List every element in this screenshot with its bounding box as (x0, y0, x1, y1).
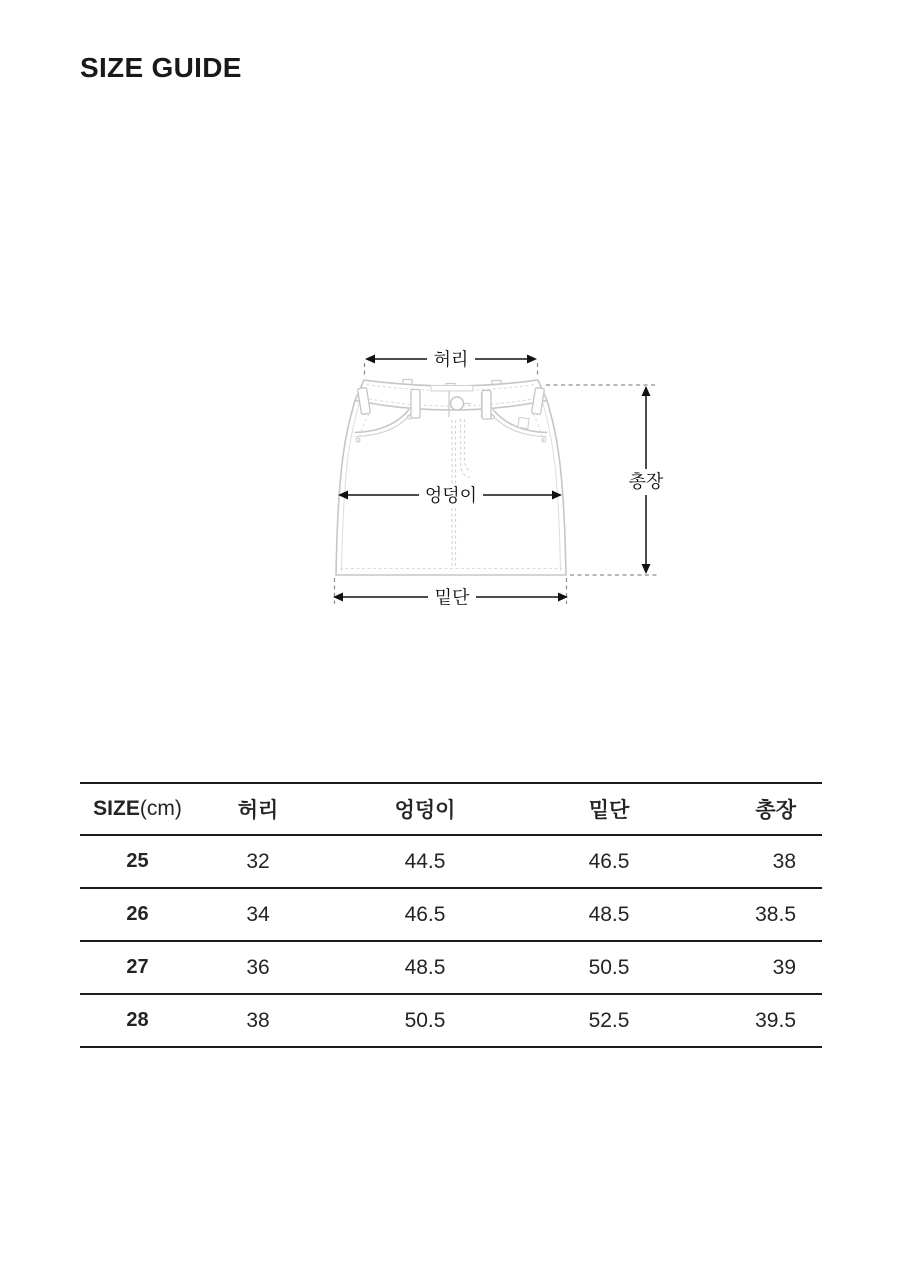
cell-length: 39 (772, 955, 796, 979)
cell-waist: 36 (246, 955, 270, 979)
skirt-diagram-svg (290, 338, 690, 628)
cell-size: 27 (126, 956, 149, 978)
header-length: 총장 (755, 799, 796, 822)
page-title: SIZE GUIDE (80, 52, 242, 83)
size-table-header-row (80, 783, 822, 835)
size-table (80, 782, 822, 1048)
cell-size: 25 (126, 850, 149, 872)
cell-waist: 38 (246, 1008, 270, 1032)
table-row (80, 994, 822, 1047)
cell-size: 26 (126, 903, 149, 925)
header-size (80, 783, 195, 835)
table-row (80, 835, 822, 888)
waist-button (451, 397, 464, 410)
cell-hem: 50.5 (588, 955, 630, 979)
cell-waist: 32 (246, 849, 270, 873)
header-hip: 엉덩이 (394, 799, 456, 822)
cell-hip: 44.5 (404, 849, 446, 873)
cell-hem: 52.5 (588, 1008, 630, 1032)
cell-length: 38 (772, 849, 796, 873)
left-side-inner-seam (342, 402, 360, 571)
cell-size: 28 (126, 1009, 149, 1031)
right-side-inner-seam (543, 402, 561, 571)
skirt-drawing (336, 380, 566, 576)
header-waist: 허리 (237, 799, 279, 822)
cell-waist: 34 (246, 902, 270, 926)
header-hem: 밑단 (588, 799, 630, 822)
cell-hip: 48.5 (404, 955, 446, 979)
table-row (80, 941, 822, 994)
hip-arrow-label: 엉덩이 (424, 485, 478, 506)
length-arrow-label: 총장 (628, 471, 664, 492)
hem-arrow-label: 밑단 (434, 587, 470, 608)
coin-pocket (518, 417, 529, 428)
table-row (80, 888, 822, 941)
cell-hip: 46.5 (404, 902, 446, 926)
cell-hem: 48.5 (588, 902, 630, 926)
waist-arrow-label: 허리 (433, 349, 469, 370)
cell-length: 38.5 (755, 902, 796, 926)
header-size-label: SIZE (93, 797, 140, 820)
header-size-unit: (cm) (139, 797, 182, 820)
cell-hem: 46.5 (588, 849, 630, 873)
skirt-measurement-diagram (290, 338, 690, 628)
inner-waistband-detail (431, 386, 473, 392)
cell-hip: 50.5 (404, 1008, 446, 1032)
cell-length: 39.5 (755, 1008, 796, 1032)
